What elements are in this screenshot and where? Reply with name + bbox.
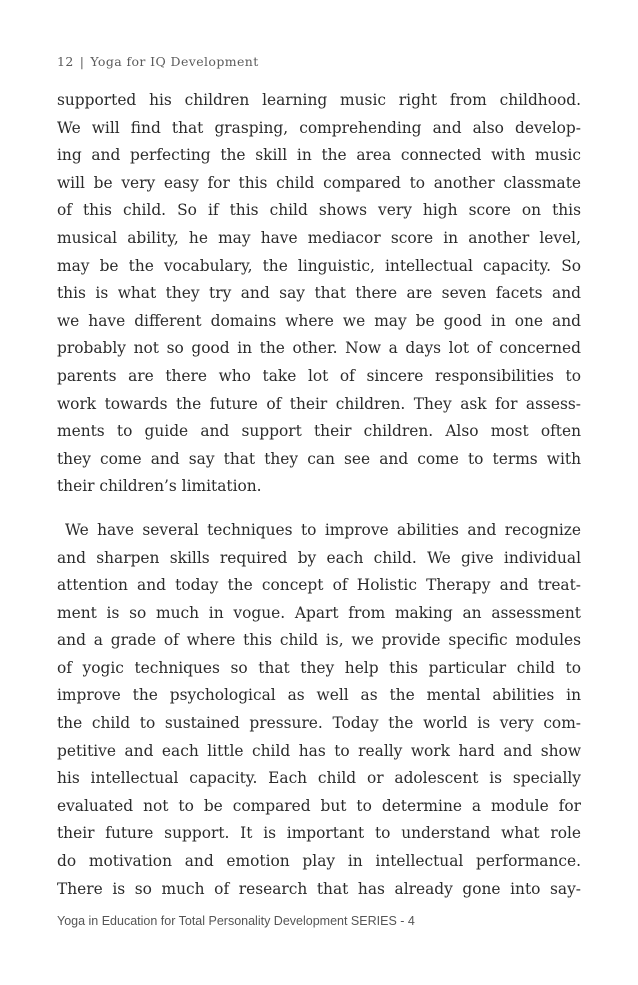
text-line: There is so much of research that has already gone into say- [57, 879, 581, 898]
paragraph-gap [57, 501, 581, 517]
text-line: work towards the future of their children. They ask for assess- [57, 394, 581, 413]
text-line: of this child. So if this child shows very high score on this [57, 201, 581, 220]
text-line: attention and today the concept of Holistic Therapy and treat- [57, 576, 581, 595]
book-title: Yoga for IQ Development [90, 54, 259, 69]
running-footer: Yoga in Education for Total Personality Development SERIES - 4 [57, 914, 415, 928]
text-line: we have different domains where we may be good in one and [57, 311, 581, 330]
paragraph-2 [57, 517, 581, 903]
header-separator: | [79, 54, 85, 69]
text-line: of yogic techniques so that they help this particular child to [57, 658, 581, 677]
body-text [57, 87, 581, 903]
text-line: supported his children learning music right from childhood. [57, 91, 581, 109]
text-line: and a grade of where this child is, we provide specific modules [57, 631, 581, 650]
text-line: their future support. It is important to understand what role [57, 824, 581, 843]
text-line: will be very easy for this child compared to another classmate [57, 173, 581, 192]
running-header [57, 54, 259, 69]
text-line: ments to guide and support their children. Also most often [57, 422, 581, 441]
text-line: evaluated not to be compared but to determine a module for [57, 796, 581, 815]
text-line: their children’s limitation. [57, 477, 262, 496]
text-line: We have several techniques to improve abilities and recognize [65, 520, 581, 539]
text-line: they come and say that they can see and come to terms with [57, 449, 581, 468]
text-line: musical ability, he may have mediacor score in another level, [57, 228, 581, 247]
text-line: ment is so much in vogue. Apart from making an assessment [57, 603, 581, 622]
text-line: may be the vocabulary, the linguistic, intellectual capacity. So [57, 256, 581, 275]
text-line: ing and perfecting the skill in the area connected with music [57, 146, 581, 165]
text-line: the child to sustained pressure. Today the world is very com- [57, 714, 581, 733]
text-line: his intellectual capacity. Each child or adolescent is specially [57, 769, 581, 788]
text-line: this is what they try and say that there are seven facets and [57, 284, 581, 303]
text-line: and sharpen skills required by each child. We give individual [57, 548, 581, 567]
text-line: petitive and each little child has to really work hard and show [57, 741, 581, 760]
text-line: improve the psychological as well as the mental abilities in [57, 686, 581, 705]
text-line: We will find that grasping, comprehending and also develop- [57, 118, 581, 137]
text-line: probably not so good in the other. Now a days lot of concerned [57, 339, 581, 358]
paragraph-1 [57, 87, 581, 501]
page-number: 12 [57, 54, 74, 69]
text-line: do motivation and emotion play in intellectual performance. [57, 852, 581, 871]
text-line: parents are there who take lot of sincere responsibilities to [57, 366, 581, 385]
